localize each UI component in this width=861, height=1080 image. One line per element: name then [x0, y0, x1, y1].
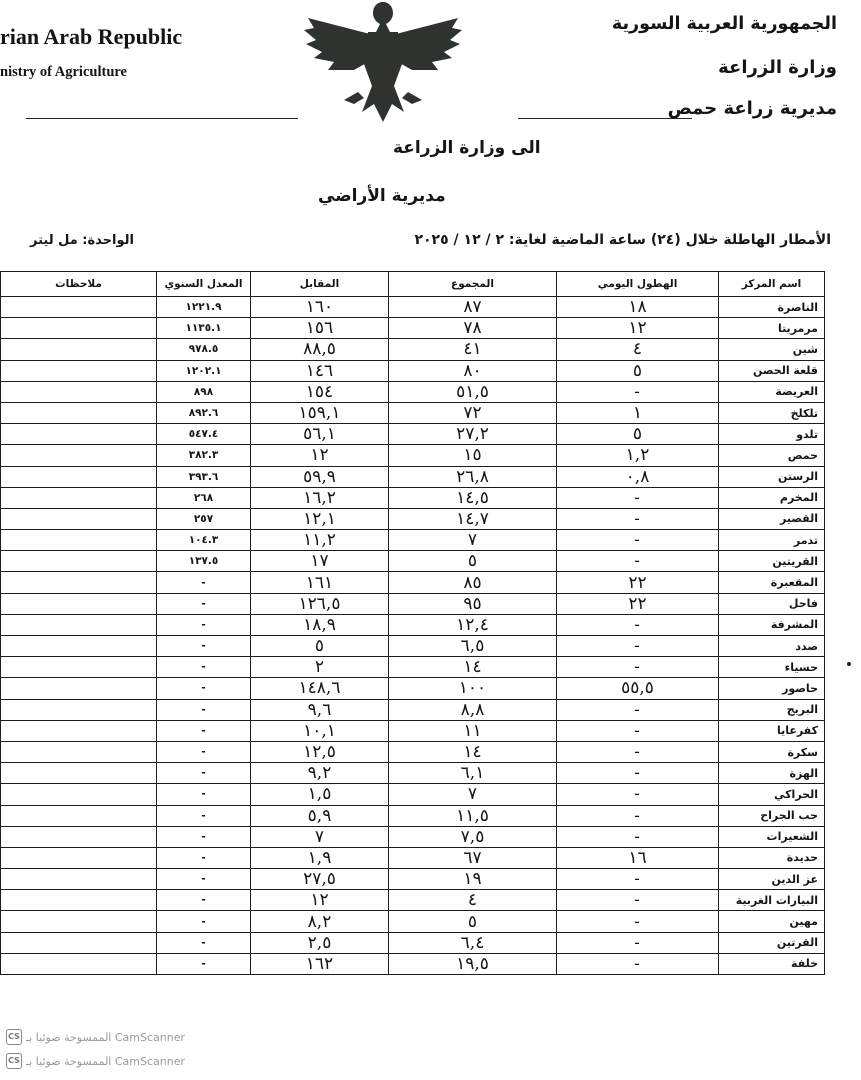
- cell-notes: [1, 826, 157, 847]
- cell-notes: [1, 508, 157, 529]
- header-annual-avg: المعدل السنوي: [157, 272, 251, 297]
- cell-daily: -: [557, 508, 719, 529]
- cell-notes: [1, 445, 157, 466]
- header-daily: الهطول اليومي: [557, 272, 719, 297]
- cell-notes: [1, 911, 157, 932]
- cell-notes: [1, 741, 157, 762]
- cell-annual-avg: -: [157, 741, 251, 762]
- table-row: [1, 636, 825, 657]
- cell-center-name: القرتين: [719, 932, 825, 953]
- cell-notes: [1, 890, 157, 911]
- cell-notes: [1, 424, 157, 445]
- cell-counterpart: ١٢: [251, 445, 389, 466]
- cell-notes: [1, 657, 157, 678]
- cell-daily: ٥: [557, 424, 719, 445]
- cell-total: ١٤,٥: [389, 487, 557, 508]
- cell-center-name: تلكلخ: [719, 402, 825, 423]
- table-row: [1, 614, 825, 635]
- cell-annual-avg: ١٣٧.٥: [157, 551, 251, 572]
- cell-center-name: تلدو: [719, 424, 825, 445]
- cell-notes: [1, 593, 157, 614]
- cell-center-name: فاحل: [719, 593, 825, 614]
- cell-total: ٨٥: [389, 572, 557, 593]
- table-row: [1, 932, 825, 953]
- cell-total: ٧٢: [389, 402, 557, 423]
- cell-center-name: المخرم: [719, 487, 825, 508]
- cell-annual-avg: -: [157, 614, 251, 635]
- table-row: [1, 424, 825, 445]
- cell-daily: -: [557, 614, 719, 635]
- cell-notes: [1, 466, 157, 487]
- cell-daily: -: [557, 763, 719, 784]
- cell-notes: [1, 636, 157, 657]
- cell-annual-avg: ٩٧٨.٥: [157, 339, 251, 360]
- cell-counterpart: ٧: [251, 826, 389, 847]
- table-row: [1, 741, 825, 762]
- cell-center-name: الشعيرات: [719, 826, 825, 847]
- cell-counterpart: ٥٦,١: [251, 424, 389, 445]
- cell-annual-avg: ٢٦٨: [157, 487, 251, 508]
- cell-annual-avg: -: [157, 784, 251, 805]
- table-row: [1, 508, 825, 529]
- footer-watermark-1: [6, 1029, 185, 1045]
- cell-notes: [1, 402, 157, 423]
- cell-counterpart: ١٦١: [251, 572, 389, 593]
- cell-daily: -: [557, 805, 719, 826]
- cell-notes: [1, 318, 157, 339]
- cell-total: ٥: [389, 911, 557, 932]
- cell-total: ١٠٠: [389, 678, 557, 699]
- table-row: [1, 445, 825, 466]
- cell-notes: [1, 551, 157, 572]
- cell-center-name: حديدة: [719, 847, 825, 868]
- cell-annual-avg: -: [157, 805, 251, 826]
- cell-total: ١٩: [389, 869, 557, 890]
- cell-center-name: البيارات الغربية: [719, 890, 825, 911]
- cell-center-name: حاصور: [719, 678, 825, 699]
- cell-notes: [1, 932, 157, 953]
- table-row: [1, 784, 825, 805]
- cell-center-name: صدد: [719, 636, 825, 657]
- cell-annual-avg: -: [157, 847, 251, 868]
- cell-total: ٦٧: [389, 847, 557, 868]
- cell-daily: -: [557, 381, 719, 402]
- cell-annual-avg: -: [157, 826, 251, 847]
- cell-total: ١١: [389, 720, 557, 741]
- cell-notes: [1, 720, 157, 741]
- cell-notes: [1, 953, 157, 974]
- cell-daily: -: [557, 636, 719, 657]
- cell-notes: [1, 869, 157, 890]
- table-row: [1, 381, 825, 402]
- cell-counterpart: ٨٨,٥: [251, 339, 389, 360]
- cell-daily: ٢٢: [557, 593, 719, 614]
- table-row: [1, 339, 825, 360]
- cell-annual-avg: ١١٣٥.١: [157, 318, 251, 339]
- cell-counterpart: ٨,٢: [251, 911, 389, 932]
- cell-daily: ١٨: [557, 297, 719, 318]
- cell-counterpart: ١٥٩,١: [251, 402, 389, 423]
- cell-center-name: الرستن: [719, 466, 825, 487]
- header-arabic-ministry: وزارة الزراعة: [718, 57, 837, 78]
- table-row: [1, 805, 825, 826]
- cell-daily: ١: [557, 402, 719, 423]
- cell-notes: [1, 847, 157, 868]
- cell-annual-avg: -: [157, 699, 251, 720]
- cell-notes: [1, 678, 157, 699]
- cell-center-name: الحراكي: [719, 784, 825, 805]
- cell-total: ٧: [389, 530, 557, 551]
- footer-watermark-2: [6, 1053, 185, 1069]
- addressee: الى وزارة الزراعة: [393, 138, 541, 158]
- cell-counterpart: ١٨,٩: [251, 614, 389, 635]
- header-notes: ملاحظات: [1, 272, 157, 297]
- cell-notes: [1, 763, 157, 784]
- cell-center-name: شين: [719, 339, 825, 360]
- cell-annual-avg: -: [157, 911, 251, 932]
- cell-annual-avg: -: [157, 720, 251, 741]
- cell-counterpart: ١٥٦: [251, 318, 389, 339]
- cell-annual-avg: ١٠٤.٣: [157, 530, 251, 551]
- cell-total: ١٢,٤: [389, 614, 557, 635]
- cell-daily: -: [557, 657, 719, 678]
- cell-center-name: سكرة: [719, 741, 825, 762]
- cell-total: ١٤,٧: [389, 508, 557, 529]
- cell-total: ٧: [389, 784, 557, 805]
- cell-counterpart: ١٢: [251, 890, 389, 911]
- table-row: [1, 593, 825, 614]
- table-row: [1, 953, 825, 974]
- cell-annual-avg: -: [157, 678, 251, 699]
- cell-counterpart: ١,٥: [251, 784, 389, 805]
- cell-daily: -: [557, 932, 719, 953]
- cell-daily: ٠,٨: [557, 466, 719, 487]
- cell-total: ٤: [389, 890, 557, 911]
- table-row: [1, 466, 825, 487]
- table-row: [1, 297, 825, 318]
- cell-daily: -: [557, 699, 719, 720]
- header-left-rule: [26, 118, 298, 119]
- cell-daily: ١,٢: [557, 445, 719, 466]
- table-row: [1, 551, 825, 572]
- header-right-rule: [518, 118, 692, 119]
- cell-annual-avg: ٣٩٣.٦: [157, 466, 251, 487]
- cell-total: ٨,٨: [389, 699, 557, 720]
- cell-daily: -: [557, 784, 719, 805]
- cell-center-name: مرمريتا: [719, 318, 825, 339]
- table-row: [1, 763, 825, 784]
- cell-notes: [1, 699, 157, 720]
- cell-annual-avg: ٨٩٨: [157, 381, 251, 402]
- cell-counterpart: ١٢,٥: [251, 741, 389, 762]
- cell-annual-avg: ٣٨٢.٣: [157, 445, 251, 466]
- cell-daily: -: [557, 826, 719, 847]
- cell-notes: [1, 572, 157, 593]
- scan-speck: [847, 662, 851, 666]
- cell-daily: ١٢: [557, 318, 719, 339]
- cell-total: ٦,١: [389, 763, 557, 784]
- table-row: [1, 847, 825, 868]
- table-row: [1, 826, 825, 847]
- cell-notes: [1, 339, 157, 360]
- cell-total: ١١,٥: [389, 805, 557, 826]
- cell-notes: [1, 805, 157, 826]
- cell-total: ١٤: [389, 741, 557, 762]
- cell-counterpart: ١٢٦,٥: [251, 593, 389, 614]
- cell-daily: ٥: [557, 360, 719, 381]
- header-arabic-country: الجمهورية العربية السورية: [611, 14, 837, 34]
- table-row: [1, 890, 825, 911]
- cell-daily: -: [557, 551, 719, 572]
- cell-counterpart: ٥,٩: [251, 805, 389, 826]
- cell-center-name: البريج: [719, 699, 825, 720]
- cell-center-name: خلفة: [719, 953, 825, 974]
- rainfall-table: [0, 271, 825, 975]
- cell-total: ٧٨: [389, 318, 557, 339]
- cell-counterpart: ١٦٠: [251, 297, 389, 318]
- cell-total: ٨٧: [389, 297, 557, 318]
- cell-counterpart: ٥: [251, 636, 389, 657]
- cell-daily: -: [557, 530, 719, 551]
- cell-counterpart: ١٦,٢: [251, 487, 389, 508]
- table-row: [1, 402, 825, 423]
- header-english-country: rian Arab Republic: [0, 24, 183, 49]
- cell-notes: [1, 614, 157, 635]
- cell-center-name: حمص: [719, 445, 825, 466]
- cell-annual-avg: -: [157, 953, 251, 974]
- cell-counterpart: ٢٧,٥: [251, 869, 389, 890]
- cell-total: ٢٧,٢: [389, 424, 557, 445]
- cell-center-name: جب الجراح: [719, 805, 825, 826]
- cell-notes: [1, 530, 157, 551]
- camscanner-logo-icon: CS: [6, 1053, 22, 1069]
- watermark-text: الممسوحة ضوئيا بـ CamScanner: [26, 1054, 185, 1068]
- cell-annual-avg: ١٢٢١.٩: [157, 297, 251, 318]
- cell-counterpart: ١٤٦: [251, 360, 389, 381]
- header-center: اسم المركز: [719, 272, 825, 297]
- cell-daily: -: [557, 487, 719, 508]
- department-title: مديرية الأراضي: [318, 186, 446, 206]
- cell-daily: -: [557, 911, 719, 932]
- table-row: [1, 699, 825, 720]
- table-row: [1, 869, 825, 890]
- table-row: [1, 572, 825, 593]
- header-counterpart: المقابل: [251, 272, 389, 297]
- cell-notes: [1, 360, 157, 381]
- cell-total: ٢٦,٨: [389, 466, 557, 487]
- cell-counterpart: ١٦٢: [251, 953, 389, 974]
- cell-daily: -: [557, 953, 719, 974]
- cell-total: ٦,٥: [389, 636, 557, 657]
- cell-daily: -: [557, 720, 719, 741]
- cell-counterpart: ٥٩,٩: [251, 466, 389, 487]
- cell-annual-avg: -: [157, 890, 251, 911]
- table-row: [1, 720, 825, 741]
- header-english-ministry: nistry of Agriculture: [0, 64, 127, 80]
- cell-center-name: القريتين: [719, 551, 825, 572]
- cell-counterpart: ٩,٦: [251, 699, 389, 720]
- cell-daily: -: [557, 741, 719, 762]
- cell-center-name: المشرفة: [719, 614, 825, 635]
- cell-daily: -: [557, 890, 719, 911]
- cell-center-name: تدمر: [719, 530, 825, 551]
- cell-counterpart: ١٤٨,٦: [251, 678, 389, 699]
- cell-annual-avg: -: [157, 593, 251, 614]
- cell-center-name: الهزة: [719, 763, 825, 784]
- watermark-text: الممسوحة ضوئيا بـ CamScanner: [26, 1030, 185, 1044]
- cell-center-name: القصير: [719, 508, 825, 529]
- unit-label: الواحدة: مل ليتر: [30, 233, 134, 248]
- cell-counterpart: ١٠,١: [251, 720, 389, 741]
- cell-center-name: حسياء: [719, 657, 825, 678]
- cell-annual-avg: -: [157, 636, 251, 657]
- table-header-row: [1, 272, 825, 297]
- cell-notes: [1, 784, 157, 805]
- cell-counterpart: ١٥٤: [251, 381, 389, 402]
- cell-center-name: عز الدين: [719, 869, 825, 890]
- cell-total: ٥١,٥: [389, 381, 557, 402]
- cell-daily: ٢٢: [557, 572, 719, 593]
- header-arabic-directorate: مديرية زراعة حمص: [667, 98, 837, 119]
- cell-total: ١٥: [389, 445, 557, 466]
- cell-total: ٨٠: [389, 360, 557, 381]
- cell-annual-avg: -: [157, 932, 251, 953]
- cell-center-name: كفرعايا: [719, 720, 825, 741]
- cell-counterpart: ١٢,١: [251, 508, 389, 529]
- report-period: الأمطار الهاطلة خلال (٢٤) ساعة الماضية لغاية: ٢ / ١٢ / ٢٠٢٥: [414, 232, 831, 248]
- table-row: [1, 360, 825, 381]
- cell-counterpart: ٩,٢: [251, 763, 389, 784]
- cell-total: ٧,٥: [389, 826, 557, 847]
- cell-annual-avg: ٥٤٧.٤: [157, 424, 251, 445]
- cell-total: ٥: [389, 551, 557, 572]
- cell-center-name: العريضة: [719, 381, 825, 402]
- cell-center-name: الناصرة: [719, 297, 825, 318]
- cell-notes: [1, 487, 157, 508]
- table-row: [1, 678, 825, 699]
- cell-total: ٦,٤: [389, 932, 557, 953]
- cell-annual-avg: ١٢٠٢.١: [157, 360, 251, 381]
- cell-counterpart: ٢: [251, 657, 389, 678]
- cell-annual-avg: ٨٩٢.٦: [157, 402, 251, 423]
- table-row: [1, 911, 825, 932]
- cell-total: ٤١: [389, 339, 557, 360]
- cell-counterpart: ١,٩: [251, 847, 389, 868]
- cell-annual-avg: -: [157, 869, 251, 890]
- cell-counterpart: ٢,٥: [251, 932, 389, 953]
- table-row: [1, 487, 825, 508]
- table-row: [1, 318, 825, 339]
- header-total: المجموع: [389, 272, 557, 297]
- cell-total: ٩٥: [389, 593, 557, 614]
- eagle-emblem-icon: [298, 0, 468, 128]
- cell-annual-avg: ٢٥٧: [157, 508, 251, 529]
- cell-center-name: قلعة الحصن: [719, 360, 825, 381]
- cell-total: ١٤: [389, 657, 557, 678]
- cell-daily: -: [557, 869, 719, 890]
- cell-annual-avg: -: [157, 572, 251, 593]
- cell-notes: [1, 297, 157, 318]
- camscanner-logo-icon: CS: [6, 1029, 22, 1045]
- cell-center-name: المقعبرة: [719, 572, 825, 593]
- cell-center-name: مهين: [719, 911, 825, 932]
- cell-counterpart: ١٧: [251, 551, 389, 572]
- table-row: [1, 530, 825, 551]
- cell-daily: ٤: [557, 339, 719, 360]
- table-row: [1, 657, 825, 678]
- cell-counterpart: ١١,٢: [251, 530, 389, 551]
- cell-notes: [1, 381, 157, 402]
- cell-daily: ١٦: [557, 847, 719, 868]
- cell-total: ١٩,٥: [389, 953, 557, 974]
- cell-annual-avg: -: [157, 763, 251, 784]
- cell-annual-avg: -: [157, 657, 251, 678]
- cell-daily: ٥٥,٥: [557, 678, 719, 699]
